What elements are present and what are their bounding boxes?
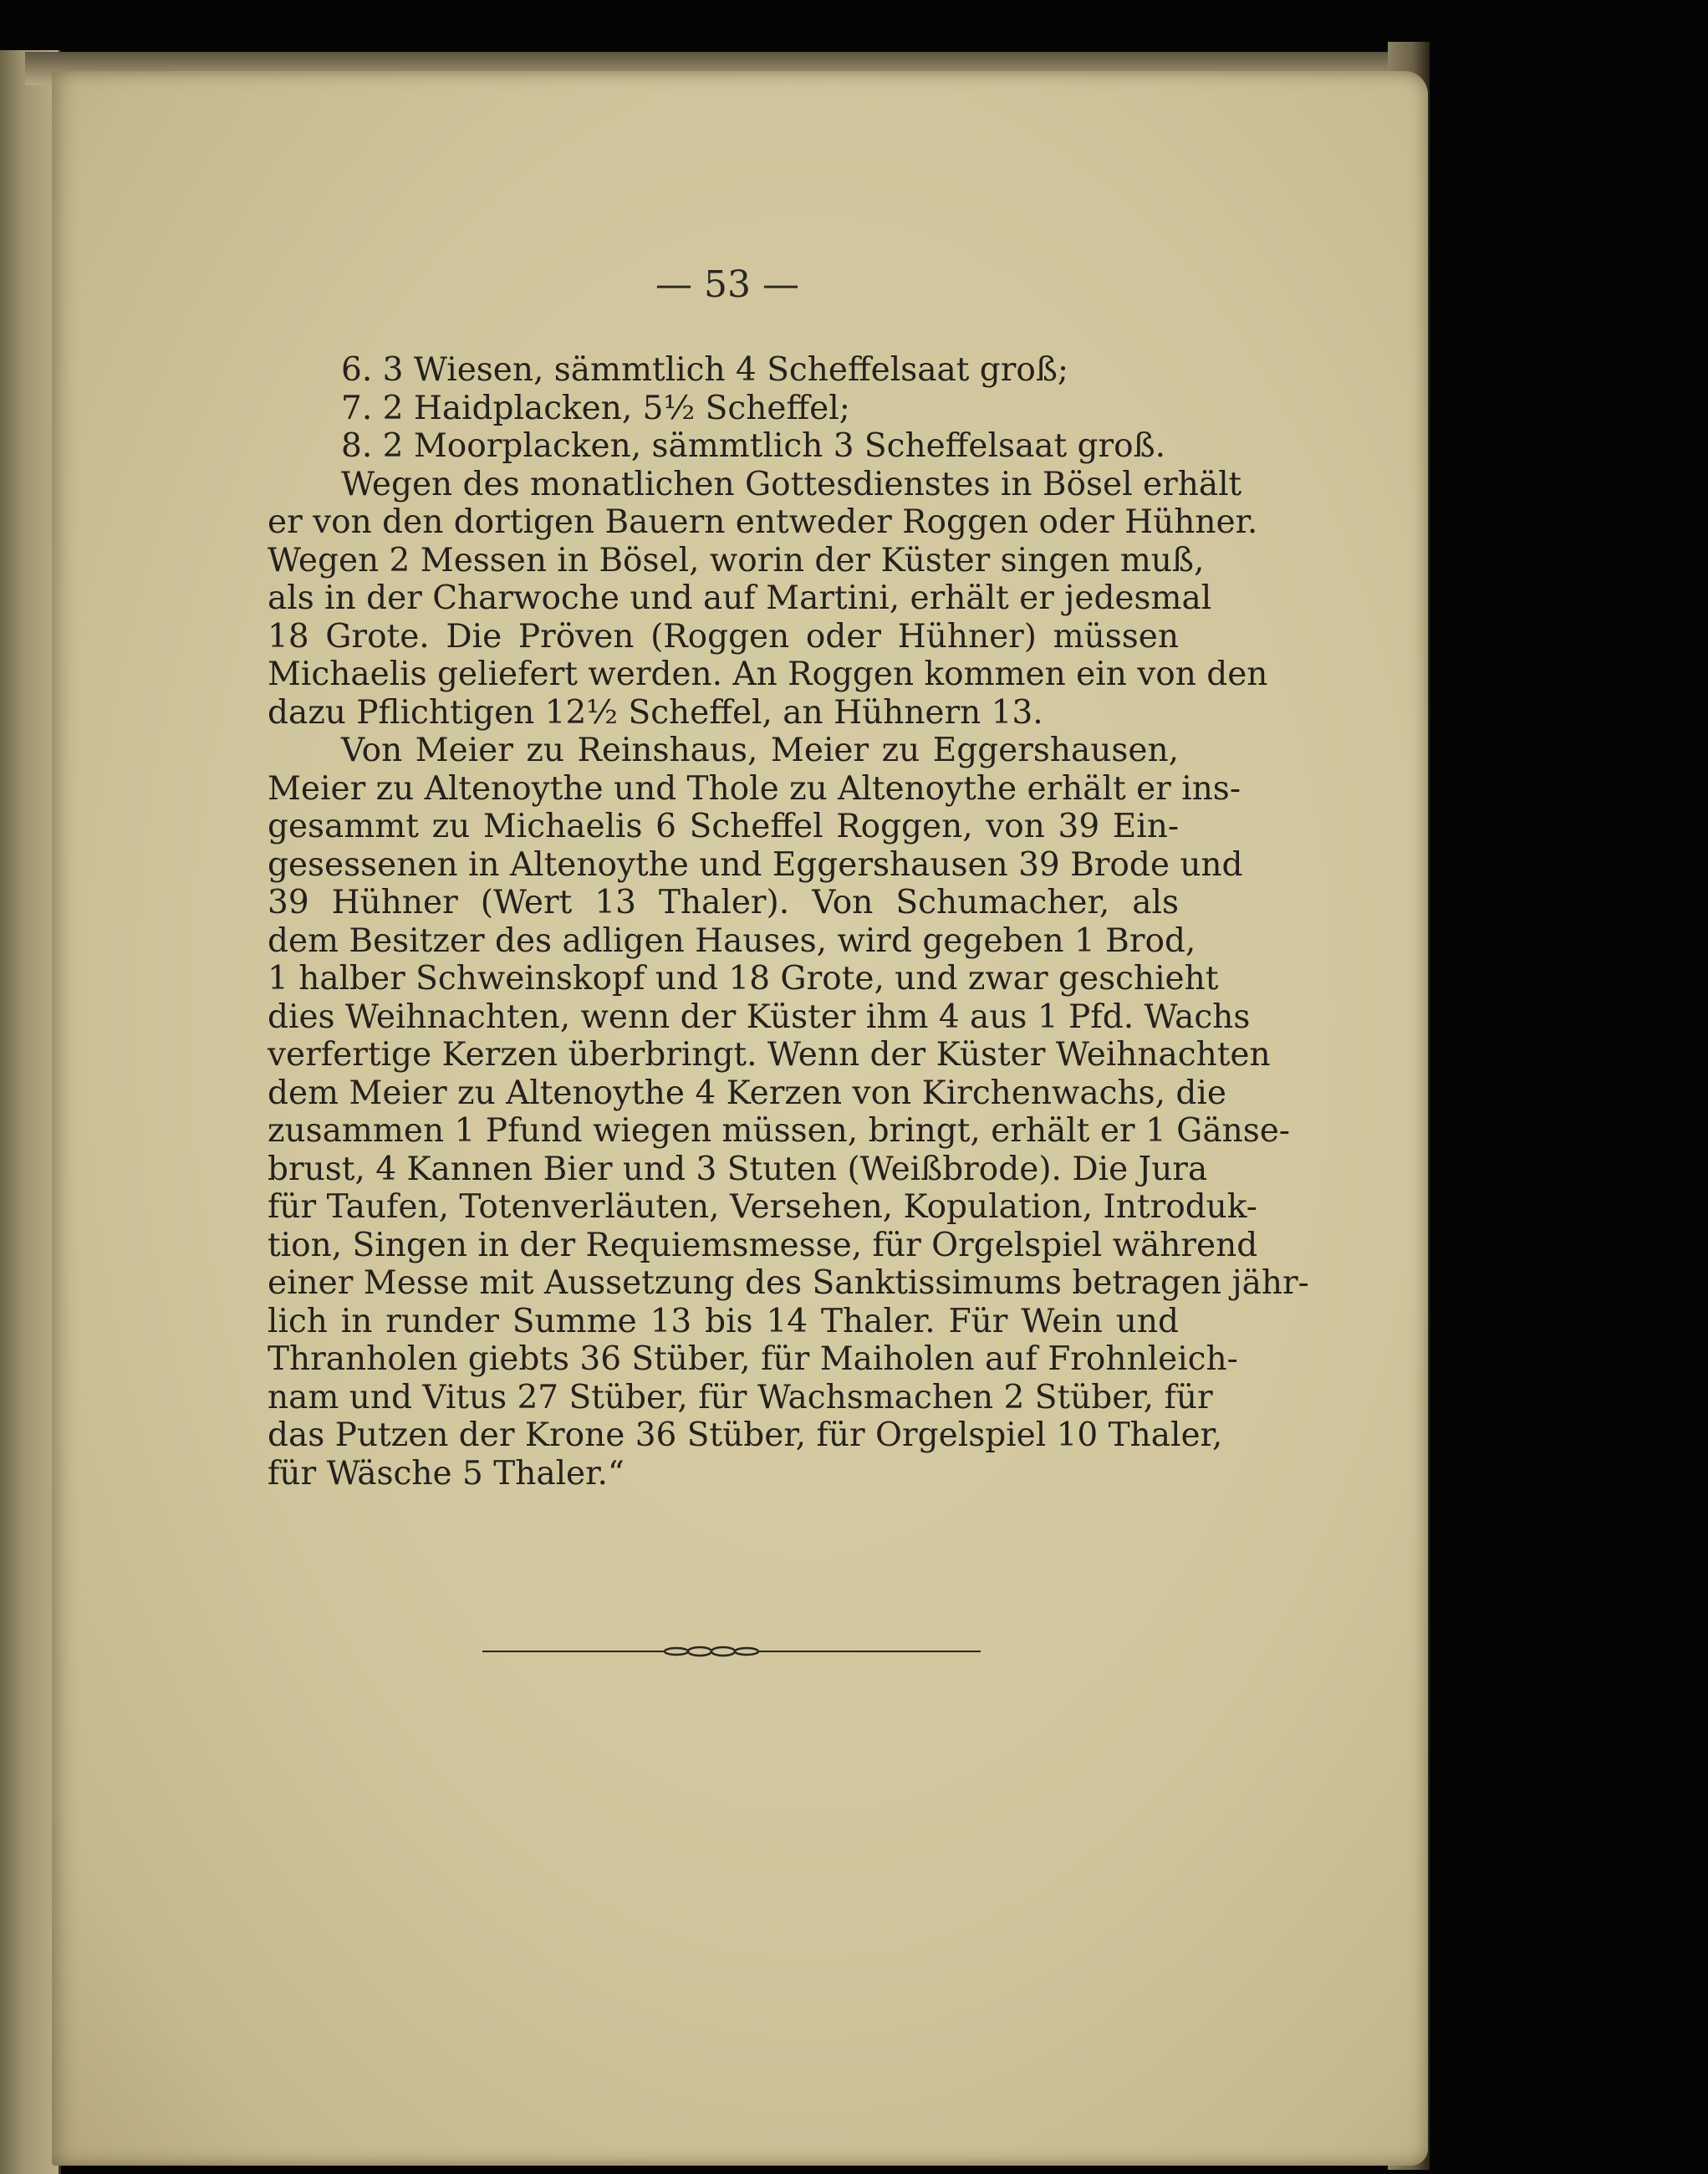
text-line: für Wäsche 5 Thaler.“ [268,1454,625,1493]
text-line: 7. 2 Haidplacken, 5½ Scheffel; [341,389,850,427]
ornament-divider [482,1643,981,1660]
text-line: Michaelis geliefert werden. An Roggen kommen ein von den [268,656,1268,693]
text-line: gesammt zu Michaelis 6 Scheffel Roggen, von 39 Ein- [268,808,1179,845]
text-line: 8. 2 Moorplacken, sämmtlich 3 Scheffelsaat groß. [341,427,1166,465]
text-line: dem Besitzer des adligen Hauses, wird gegeben 1 Brod, [268,921,1196,960]
text-line: 1 halber Schweinskopf und 18 Grote, und zwar geschieht [268,960,1219,998]
text-line: einer Messe mit Aussetzung des Sanktissimums betragen jähr- [268,1264,1309,1302]
page-text [268,351,1309,1493]
text-line: als in der Charwoche und auf Martini, erhält er jedesmal [268,579,1212,617]
text-line: Wegen des monatlichen Gottesdienstes in Bösel erhält [341,465,1242,503]
text-line: für Taufen, Totenverläuten, Versehen, Kopulation, Introduk- [268,1188,1257,1226]
text-line: 39 Hühner (Wert 13 Thaler). Von Schumacher, als [268,884,1179,921]
text-line: brust, 4 Kannen Bier und 3 Stuten (Weißbrode). Die Jura [268,1150,1208,1188]
text-line: dazu Pflichtigen 12½ Scheffel, an Hühnern 13. [268,693,1043,732]
text-line: gesessenen in Altenoythe und Eggershausen 39 Brode und [268,845,1243,884]
text-line: Wegen 2 Messen in Bösel, worin der Küster singen muß, [268,541,1205,579]
text-line: 18 Grote. Die Pröven (Roggen oder Hühner) müssen [268,617,1179,656]
text-line: das Putzen der Krone 36 Stüber, für Orgelspiel 10 Thaler, [268,1416,1223,1454]
text-line: 6. 3 Wiesen, sämmtlich 4 Scheffelsaat groß; [341,351,1069,389]
text-line: dies Weihnachten, wenn der Küster ihm 4 aus 1 Pfd. Wachs [268,998,1251,1036]
text-line: Von Meier zu Reinshaus, Meier zu Eggershausen, [341,732,1179,769]
text-line: zusammen 1 Pfund wiegen müssen, bringt, erhält er 1 Gänse- [268,1112,1290,1150]
text-line: Meier zu Altenoythe und Thole zu Altenoythe erhält er ins- [268,769,1241,808]
text-line: nam und Vitus 27 Stüber, für Wachsmachen 2 Stüber, für [268,1378,1213,1416]
text-line: tion, Singen in der Requiemsmesse, für Orgelspiel während [268,1226,1258,1264]
text-line: dem Meier zu Altenoythe 4 Kerzen von Kirchenwachs, die [268,1074,1226,1112]
text-line: lich in runder Summe 13 bis 14 Thaler. Für Wein und [268,1302,1179,1340]
text-line: Thranholen giebts 36 Stüber, für Maiholen auf Frohnleich- [268,1340,1238,1378]
page-number: — 53 — [655,263,799,306]
text-line: er von den dortigen Bauern entweder Roggen oder Hühner. [268,503,1258,541]
text-line: verfertige Kerzen überbringt. Wenn der Küster Weihnachten [268,1036,1271,1074]
